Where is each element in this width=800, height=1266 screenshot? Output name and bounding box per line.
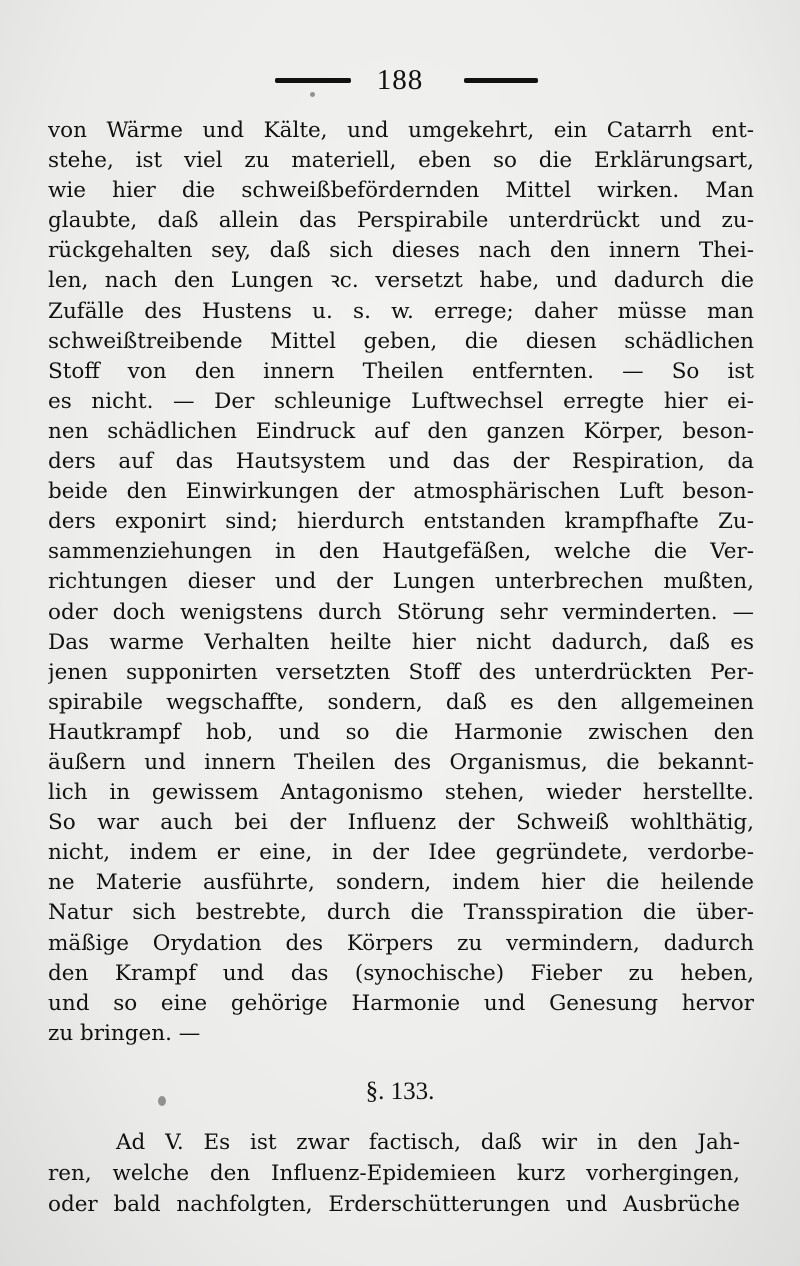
text-line: Das warme Verhalten heilte hier nicht dadurch, daß es (48, 629, 754, 655)
section-heading: §. 133. (365, 1078, 435, 1105)
text-line: nen schädlichen Eindruck auf den ganzen Körper, beson- (48, 418, 754, 444)
text-line: jenen supponirten versetzten Stoff des unterdrückten Per- (48, 659, 754, 685)
text-line: von Wärme und Kälte, und umgekehrt, ein Catarrh ent- (48, 118, 754, 143)
text-line: und so eine gehörige Harmonie und Genesung hervor (48, 990, 754, 1016)
text-line: ders auf das Hautsystem und das der Respiration, da (48, 449, 754, 475)
text-line: den Krampf und das (synochische) Fieber zu heben, (48, 960, 754, 986)
text-line: oder bald nachfolgten, Erderschütterungen und Ausbrüche (48, 1191, 740, 1217)
text-line: oder doch wenigstens durch Störung sehr verminderten. — (48, 599, 754, 625)
page-header (0, 62, 800, 98)
text-line: beide den Einwirkungen der atmosphärischen Luft beson- (48, 479, 754, 505)
text-line: mäßige Orydation des Körpers zu vermindern, dadurch (48, 930, 754, 956)
text-line: ders exponirt sind; hierdurch entstanden krampfhafte Zu- (48, 509, 754, 535)
text-line: Zufälle des Hustens u. s. w. errege; daher müsse man (48, 298, 754, 324)
text-line: äußern und innern Theilen des Organismus, die bekannt- (48, 749, 754, 775)
text-line: Natur sich bestrebte, durch die Transspiration die über- (48, 900, 754, 926)
text-line: spirabile wegschaffte, sondern, daß es den allgemeinen (48, 689, 754, 715)
text-line: ne Materie ausführte, sondern, indem hier die heilende (48, 870, 754, 896)
paragraph-1 (48, 116, 754, 1049)
text-line: len, nach den Lungen ꝛc. versetzt habe, und dadurch die (48, 268, 754, 294)
text-line: zu bringen. — (48, 1020, 201, 1046)
text-line: wie hier die schweißbefördernden Mittel wirken. Man (48, 178, 754, 204)
text-line: nicht, indem er eine, in der Idee gegründete, verdorbe- (48, 840, 754, 866)
text-line: Hautkrampf hob, und so die Harmonie zwischen den (48, 719, 754, 745)
paper-speck (158, 1096, 166, 1106)
text-line: es nicht. — Der schleunige Luftwechsel erregte hier ei- (48, 388, 754, 414)
text-line: Ad V. Es ist zwar factisch, daß wir in den Jah- (116, 1130, 740, 1155)
text-line: rückgehalten sey, daß sich dieses nach den innern Thei- (48, 238, 754, 264)
text-line: ren, welche den Influenz-Epidemieen kurz vorhergingen, (48, 1160, 740, 1186)
page-number: 188 (376, 64, 424, 96)
text-line: stehe, ist viel zu materiell, eben so die Erklärungsart, (48, 148, 754, 174)
header-rule-right (464, 78, 538, 83)
text-line: Stoff von den innern Theilen entfernten. — So ist (48, 358, 754, 384)
text-line: lich in gewissem Antagonismo stehen, wieder herstellte. (48, 780, 754, 806)
text-line: sammenziehungen in den Hautgefäßen, welche die Ver- (48, 539, 754, 565)
text-line: richtungen dieser und der Lungen unterbrechen mußten, (48, 569, 754, 595)
paper-speck (310, 92, 315, 97)
text-line: schweißtreibende Mittel geben, die diesen schädlichen (48, 328, 754, 354)
paragraph-2 (48, 1128, 740, 1220)
text-line: glaubte, daß allein das Perspirabile unterdrückt und zu- (48, 208, 754, 234)
text-line: So war auch bei der Influenz der Schweiß wohlthätig, (48, 810, 754, 836)
